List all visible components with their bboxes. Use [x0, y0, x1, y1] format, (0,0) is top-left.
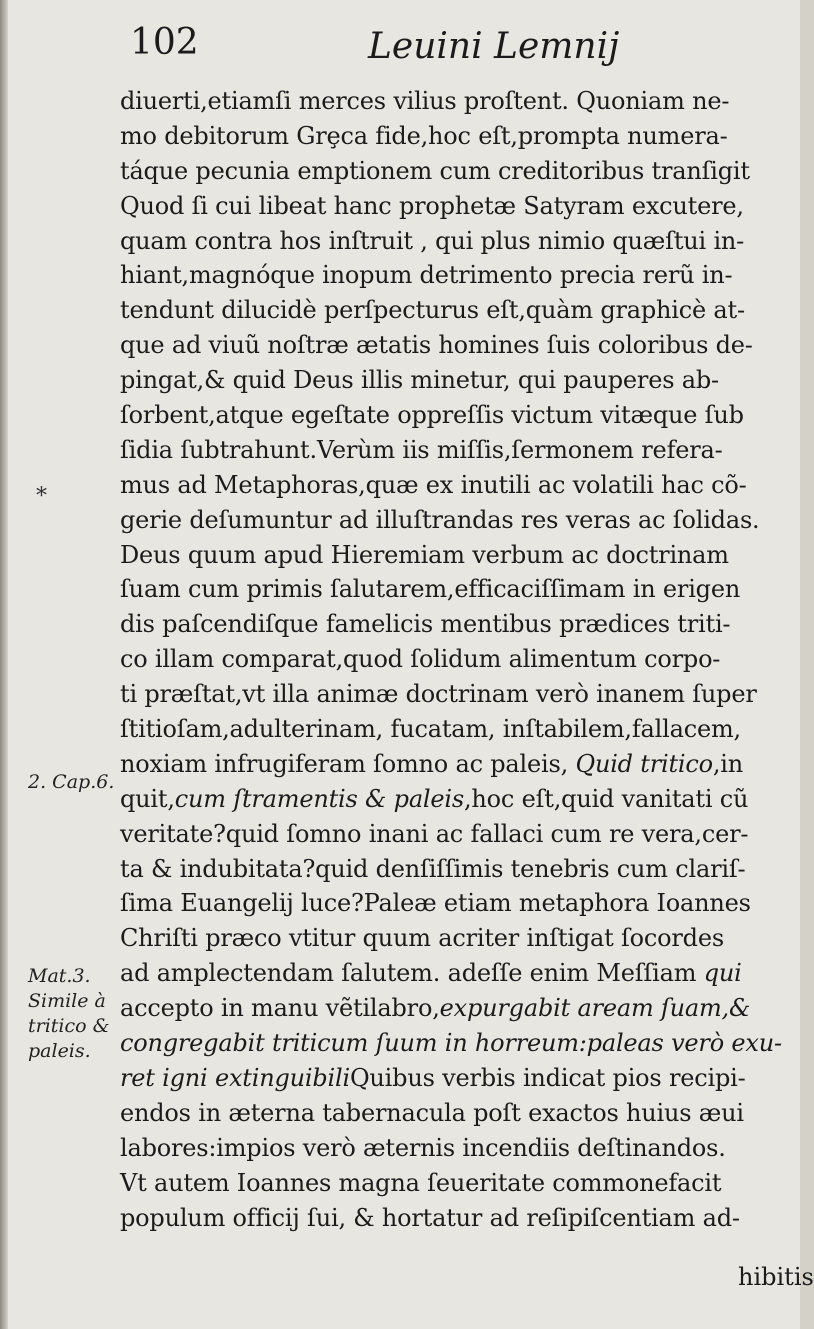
text-line: [120, 1131, 780, 1166]
text-segment: que ad viuũ noſtræ ætatis homines ſuis coloribus de-: [120, 331, 753, 360]
text-segment: Quod ſi cui libeat hanc prophetæ Satyram excutere,: [120, 191, 744, 220]
text-line: [120, 642, 780, 677]
text-segment: veritate?quid ſomno inani ac fallaci cum re vera,cer-: [120, 819, 749, 848]
text-line: [120, 1201, 780, 1236]
marginal-note-simile: [28, 964, 120, 1064]
text-segment: quit,: [120, 784, 175, 813]
marginal-note-line: Simile à: [28, 990, 106, 1012]
text-segment: ,in: [712, 749, 744, 778]
text-line: [120, 224, 780, 259]
marginal-note-line: Mat.3.: [28, 965, 91, 987]
text-segment: dis paſcendiſque famelicis mentibus prædices triti-: [120, 610, 731, 639]
text-line: [120, 328, 780, 363]
text-line: [120, 607, 780, 642]
text-segment: populum officij ſui, & hortatur ad reſipiſcentiam ad-: [120, 1203, 740, 1232]
italic-segment: ret igni extinguibili: [120, 1063, 350, 1092]
marginal-note-text: 2. Cap.6.: [28, 771, 115, 793]
text-line: [120, 712, 780, 747]
running-title: Leuini Lemnij: [368, 26, 620, 67]
text-segment: noxiam infrugiferam ſomno ac paleis,: [120, 749, 576, 778]
text-line: [120, 747, 780, 782]
text-line: [120, 677, 780, 712]
text-segment: labores:impios verò æternis incendiis deſtinandos.: [120, 1133, 726, 1162]
body-text: [120, 84, 780, 1235]
margin-mark: *: [36, 484, 47, 509]
text-segment: tendunt dilucidè perſpecturus eſt,quàm graphicè at-: [120, 296, 745, 325]
italic-segment: Quid tritico: [575, 749, 713, 778]
italic-segment: expurgabit aream ſuam,&: [439, 994, 751, 1023]
marginal-note-line: paleis.: [28, 1040, 91, 1062]
text-line: [120, 433, 780, 468]
text-segment: Quibus verbis indicat pios recipi-: [349, 1063, 746, 1092]
text-segment: ad amplectendam ſalutem. adeſſe enim Meſſiam: [120, 959, 704, 988]
marginal-note-chapter: [28, 770, 114, 795]
text-segment: ta & indubitata?quid denſiſſimis tenebris cum clariſ-: [120, 854, 746, 883]
text-segment: Chriſti præco vtitur quum acriter inſtigat ſocordes: [120, 924, 724, 953]
text-line: [120, 468, 780, 503]
catchword: hibitis: [738, 1263, 814, 1291]
text-line: [120, 782, 780, 817]
marginal-note-line: tritico &: [28, 1015, 110, 1037]
text-segment: táque pecunia emptionem cum creditoribus tranſigit: [120, 156, 750, 185]
binding-shadow: [0, 0, 8, 1329]
text-line: [120, 817, 780, 852]
text-segment: gerie deſumuntur ad illuſtrandas res veras ac ſolidas.: [120, 505, 760, 534]
text-line: [120, 258, 780, 293]
text-segment: ſuam cum primis ſalutarem,efficaciſſimam in erigen: [120, 575, 741, 604]
text-segment: ſima Euangelij luce?Paleæ etiam metaphora Ioannes: [120, 889, 751, 918]
text-segment: mo debitorum Grȩca fide,hoc eſt,prompta numera-: [120, 121, 728, 150]
text-line: [120, 1096, 780, 1131]
text-line: [120, 1026, 780, 1061]
text-line: [120, 1061, 780, 1096]
text-segment: Vt autem Ioannes magna ſeueritate commonefacit: [120, 1168, 722, 1197]
text-line: [120, 1166, 780, 1201]
italic-segment: congregabit triticum ſuum in horreum:paleas verò exu-: [120, 1029, 782, 1058]
text-segment: ſorbent,atque egeſtate oppreſſis victum vitæque ſub: [120, 401, 744, 430]
page-number: 102: [130, 22, 199, 63]
text-line: [120, 852, 780, 887]
text-line: [120, 572, 780, 607]
text-segment: diuerti,etiamſi merces vilius proſtent. Quoniam ne-: [120, 87, 730, 115]
text-line: [120, 886, 780, 921]
text-segment: ſidia ſubtrahunt.Verùm iis miſſis,ſermonem refera-: [120, 435, 723, 464]
text-segment: endos in æterna tabernacula poſt exactos huius æui: [120, 1098, 744, 1127]
text-line: [120, 538, 780, 573]
text-line: [120, 363, 780, 398]
text-line: [120, 991, 780, 1026]
text-line: [120, 119, 780, 154]
text-segment: ti præſtat,vt illa animæ doctrinam verò inanem ſuper: [120, 680, 757, 709]
text-line: [120, 189, 780, 224]
text-line: [120, 921, 780, 956]
text-segment: Deus quum apud Hieremiam verbum ac doctrinam: [120, 540, 729, 569]
text-segment: quam contra hos inſtruit , qui plus nimio quæſtui in-: [120, 226, 745, 255]
text-segment: co illam comparat,quod ſolidum alimentum corpo-: [120, 645, 721, 674]
text-segment: ,hoc eſt,quid vanitati cũ: [464, 784, 749, 813]
text-line: [120, 84, 780, 119]
text-line: [120, 503, 780, 538]
text-line: [120, 154, 780, 189]
text-line: [120, 398, 780, 433]
italic-segment: cum ſtramentis & paleis: [174, 784, 464, 813]
text-segment: ſtitioſam,adulterinam, fucatam, inſtabilem,fallacem,: [120, 715, 741, 744]
text-segment: accepto in manu vẽtilabro,: [120, 994, 440, 1023]
italic-segment: qui: [703, 959, 742, 988]
page-header: [0, 22, 800, 82]
text-line: [120, 293, 780, 328]
text-line: [120, 956, 780, 991]
text-segment: mus ad Metaphoras,quæ ex inutili ac volatili hac cõ-: [120, 470, 747, 499]
text-segment: hiant,magnóque inopum detrimento precia rerũ in-: [120, 261, 733, 290]
text-segment: pingat,& quid Deus illis minetur, qui pauperes ab-: [120, 366, 719, 395]
